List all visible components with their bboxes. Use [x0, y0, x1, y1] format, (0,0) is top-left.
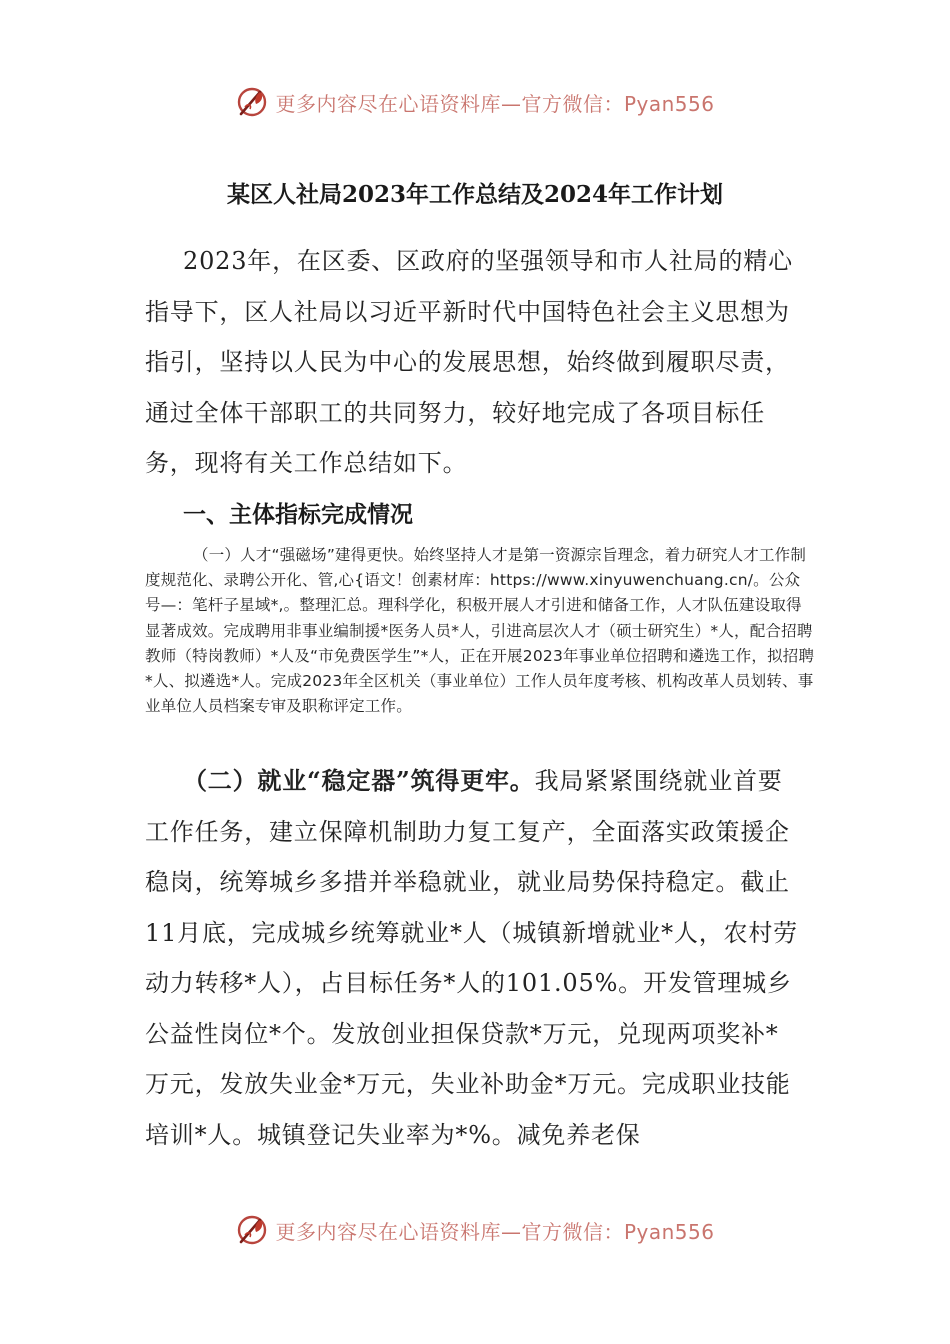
employment-body-text: 我局紧紧围绕就业首要工作任务，建立保障机制助力复工复产，全面落实政策援企稳岗，统筹城乡多措并举稳就业，就业局势保持稳定。截止11月底，完成城乡统筹就业*人（城镇新增就业*人，农村劳动力转移*人），占目标任务*人的101.05%。开发管理城乡公益性岗位*个。发放创业担保贷款*万元，兑现两项奖补*万元，发放失业金*万元，失业补助金*万元。完成职业技能培训*人。城镇登记失业率为*%。减免养老保: [145, 767, 798, 1149]
employment-paragraph: [145, 756, 799, 1160]
footer-watermark-banner: [0, 1208, 950, 1252]
employment-subheading: （二）就业“稳定器”筑得更牢。: [183, 766, 535, 795]
intro-paragraph: 2023年，在区委、区政府的坚强领导和市人社局的精心指导下，区人社局以习近平新时代中国特色社会主义思想为指引，坚持以人民为中心的发展思想，始终做到履职尽责，通过全体干部职工的共同努力，较好地完成了各项目标任务，现将有关工作总结如下。: [145, 247, 793, 477]
quill-logo-icon: [235, 1213, 269, 1247]
talent-paragraph: （一）人才“强磁场”建得更快。始终坚持人才是第一资源宗旨理念，着力研究人才工作制度规范化、录聘公开化、管,心{语文！创素材库：https://www.xinyuwenchuang.cn/。公众号—：笔杆子星域*,。整理汇总。理科学化，积极开展人才引进和储备工作，人才队伍建设取得显著成效。完成聘用非事业编制援*医务人员*人，引进高层次人才（硕士研究生）*人，配合招聘教师（特岗教师）*人及“市免费医学生”*人，正在开展2023年事业单位招聘和遴选工作，拟招聘*人、拟遴选*人。完成2023年全区机关（事业单位）工作人员年度考核、机构改革人员划转、事业单位人员档案专审及职称评定工作。: [145, 546, 815, 716]
quill-logo-icon: [235, 85, 269, 119]
header-banner-text: 更多内容尽在心语资料库—官方微信：Pyan556: [275, 91, 715, 116]
document-title: 某区人社局2023年工作总结及2024年工作计划: [226, 181, 724, 208]
section-heading-1: 一、主体指标完成情况: [183, 501, 413, 528]
footer-banner-text: 更多内容尽在心语资料库—官方微信：Pyan556: [275, 1219, 715, 1244]
header-watermark-banner: [0, 80, 950, 124]
